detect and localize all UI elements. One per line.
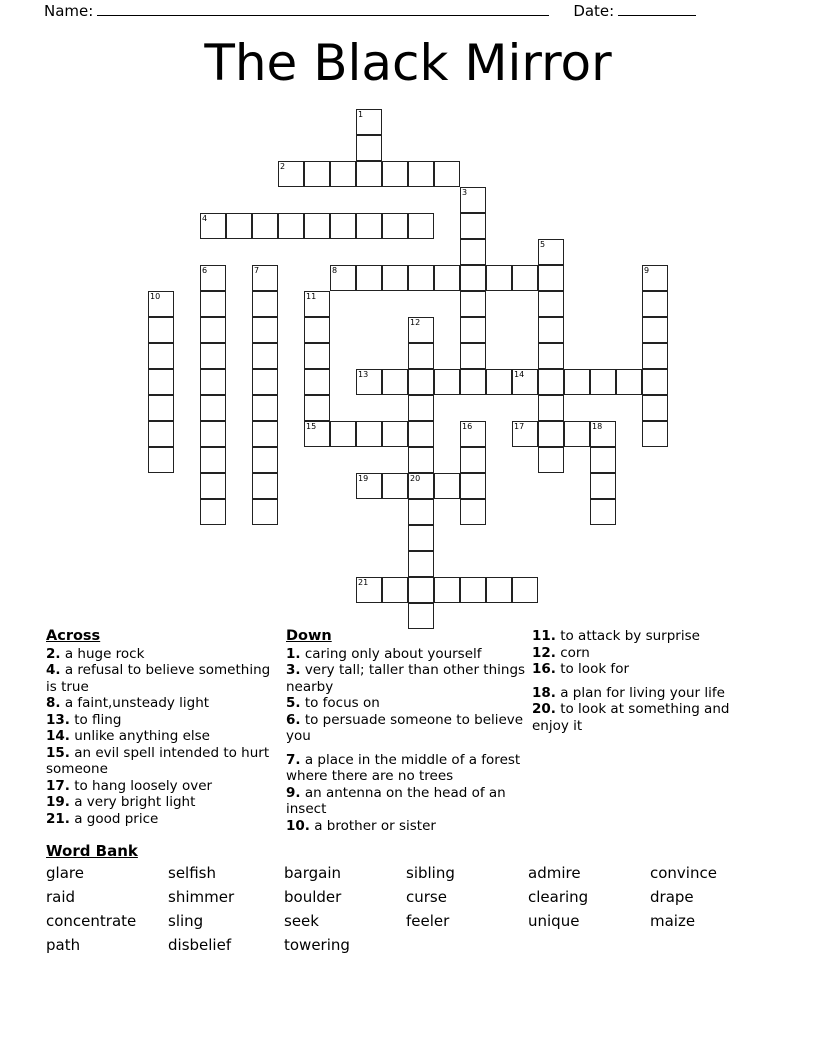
word-bank-word[interactable]: maize	[650, 912, 696, 930]
grid-cell[interactable]	[278, 161, 304, 187]
clue-text: unlike anything else	[69, 728, 210, 744]
grid-cell[interactable]	[460, 473, 486, 499]
word-bank-word[interactable]: towering	[284, 936, 350, 954]
word-bank-word[interactable]: path	[46, 936, 81, 954]
grid-cell[interactable]	[304, 161, 330, 187]
clue-item	[286, 818, 526, 835]
clue-number: 17.	[46, 777, 70, 794]
grid-cell[interactable]	[252, 395, 278, 421]
grid-cell[interactable]	[408, 161, 434, 187]
clue-text: to fling	[69, 711, 122, 728]
across-heading: Across	[46, 628, 101, 644]
clue-number: 18.	[532, 684, 556, 701]
word-bank-empty	[406, 936, 528, 954]
grid-cell-number: 3	[462, 188, 468, 197]
clue-text: caring only about yourself	[300, 645, 482, 662]
grid-cell[interactable]	[408, 369, 434, 395]
across-clue-list	[46, 646, 278, 828]
grid-cell[interactable]	[382, 421, 408, 447]
down-clues-column	[286, 628, 526, 834]
grid-cell[interactable]	[304, 395, 330, 421]
grid-cell-number: 5	[540, 240, 546, 249]
clue-item	[46, 794, 278, 811]
grid-cell-number: 17	[514, 422, 525, 431]
clue-item	[286, 662, 526, 695]
grid-cell[interactable]	[408, 577, 434, 603]
clue-text: a faint,unsteady light	[60, 695, 210, 711]
grid-cell[interactable]	[382, 577, 408, 603]
grid-cell[interactable]	[356, 135, 382, 161]
clue-item	[286, 752, 526, 785]
grid-cell[interactable]	[486, 369, 512, 395]
grid-cell[interactable]	[434, 577, 460, 603]
clue-text: a very bright light	[69, 794, 196, 810]
grid-cell[interactable]	[382, 369, 408, 395]
grid-cell[interactable]	[408, 473, 434, 499]
clue-item	[532, 685, 770, 702]
name-label: Name:	[44, 2, 94, 20]
clue-text: an evil spell intended to hurt someone	[46, 744, 270, 777]
grid-cell[interactable]	[460, 499, 486, 525]
clue-item	[46, 662, 278, 695]
grid-cell[interactable]	[460, 421, 486, 447]
word-bank-word[interactable]: boulder	[284, 888, 342, 906]
clue-number: 3.	[286, 662, 301, 678]
grid-cell[interactable]	[590, 473, 616, 499]
clue-number: 2.	[46, 645, 61, 662]
clue-item	[286, 695, 526, 712]
clue-item	[286, 785, 526, 818]
grid-cell[interactable]	[460, 291, 486, 317]
grid-cell-number: 9	[644, 266, 650, 275]
grid-cell[interactable]	[252, 369, 278, 395]
grid-cell[interactable]	[538, 421, 564, 447]
grid-cell[interactable]	[538, 239, 564, 265]
grid-cell[interactable]	[512, 577, 538, 603]
grid-cell-number: 11	[306, 292, 317, 301]
clue-number: 1.	[286, 645, 301, 662]
word-bank-list	[46, 864, 770, 954]
grid-cell[interactable]	[382, 473, 408, 499]
grid-cell[interactable]	[460, 317, 486, 343]
grid-cell-number: 10	[150, 292, 161, 301]
page-title: The Black Mirror	[204, 34, 612, 92]
grid-cell[interactable]	[200, 265, 226, 291]
grid-cell[interactable]	[564, 421, 590, 447]
clue-number: 11.	[532, 628, 556, 644]
grid-cell[interactable]	[330, 213, 356, 239]
grid-cell[interactable]	[434, 369, 460, 395]
grid-cell[interactable]	[408, 499, 434, 525]
grid-cell[interactable]	[590, 369, 616, 395]
word-bank-word[interactable]: sling	[168, 912, 204, 930]
word-bank-word[interactable]: disbelief	[168, 936, 232, 954]
clue-number: 13.	[46, 711, 70, 728]
grid-cell[interactable]	[642, 343, 668, 369]
grid-cell-number: 6	[202, 266, 208, 275]
grid-cell[interactable]	[304, 291, 330, 317]
clue-text: to focus on	[300, 695, 380, 711]
grid-cell[interactable]	[148, 291, 174, 317]
word-bank-word[interactable]: concentrate	[46, 912, 137, 930]
grid-cell[interactable]	[356, 213, 382, 239]
grid-cell[interactable]	[148, 369, 174, 395]
grid-cell[interactable]	[460, 577, 486, 603]
grid-cell[interactable]	[148, 447, 174, 473]
grid-cell[interactable]	[356, 265, 382, 291]
grid-cell[interactable]	[200, 395, 226, 421]
grid-cell[interactable]	[252, 213, 278, 239]
word-bank-word[interactable]: feeler	[406, 912, 450, 930]
grid-cell-number: 19	[358, 474, 369, 483]
grid-cell[interactable]	[408, 265, 434, 291]
grid-cell[interactable]	[252, 447, 278, 473]
down-clues-continued-column	[532, 628, 770, 734]
word-bank-word[interactable]: bargain	[284, 864, 342, 882]
word-bank-word[interactable]: seek	[284, 912, 319, 930]
grid-cell[interactable]	[226, 213, 252, 239]
clue-number: 15.	[46, 744, 70, 761]
grid-cell[interactable]	[538, 447, 564, 473]
clue-spacer	[532, 678, 770, 685]
grid-cell[interactable]	[252, 473, 278, 499]
grid-cell[interactable]	[408, 447, 434, 473]
clue-text: to hang loosely over	[69, 777, 213, 794]
grid-cell[interactable]	[200, 213, 226, 239]
grid-cell[interactable]	[200, 421, 226, 447]
word-bank-word[interactable]: clearing	[528, 888, 589, 906]
clues-section	[46, 628, 770, 838]
clue-item	[46, 695, 278, 712]
clue-text: to persuade someone to believe you	[286, 711, 524, 744]
grid-cell[interactable]	[252, 265, 278, 291]
clue-item	[532, 645, 770, 662]
grid-cell[interactable]	[252, 317, 278, 343]
clue-number: 5.	[286, 695, 301, 711]
grid-cell[interactable]	[642, 369, 668, 395]
word-bank-word[interactable]: convince	[650, 864, 717, 882]
clue-number: 14.	[46, 728, 70, 744]
clue-item	[46, 778, 278, 795]
grid-cell[interactable]	[200, 447, 226, 473]
grid-cell-number: 4	[202, 214, 208, 223]
grid-cell[interactable]	[382, 213, 408, 239]
word-bank-word[interactable]: raid	[46, 888, 76, 906]
clue-item	[46, 712, 278, 729]
grid-cell[interactable]	[304, 343, 330, 369]
word-bank-section	[46, 842, 770, 954]
grid-cell[interactable]	[590, 421, 616, 447]
date-label: Date:	[573, 2, 615, 20]
grid-cell[interactable]	[148, 317, 174, 343]
grid-cell[interactable]	[642, 265, 668, 291]
clue-text: a good price	[69, 810, 159, 827]
clue-text: to look for	[555, 661, 629, 677]
grid-cell[interactable]	[408, 603, 434, 629]
clue-text: a refusal to believe something is true	[46, 662, 271, 695]
word-bank-word[interactable]: sibling	[406, 864, 455, 882]
grid-cell[interactable]	[460, 187, 486, 213]
grid-cell[interactable]	[252, 291, 278, 317]
grid-cell[interactable]	[356, 161, 382, 187]
grid-cell[interactable]	[356, 473, 382, 499]
grid-cell[interactable]	[304, 421, 330, 447]
grid-cell[interactable]	[538, 265, 564, 291]
grid-cell-number: 21	[358, 578, 369, 587]
grid-cell[interactable]	[200, 291, 226, 317]
grid-cell[interactable]	[304, 317, 330, 343]
grid-cell[interactable]	[200, 499, 226, 525]
clue-item	[532, 661, 770, 678]
grid-cell-number: 8	[332, 266, 338, 275]
clue-number: 9.	[286, 784, 301, 801]
clue-number: 7.	[286, 751, 301, 768]
grid-cell[interactable]	[304, 369, 330, 395]
grid-cell[interactable]	[408, 395, 434, 421]
grid-cell[interactable]	[538, 291, 564, 317]
grid-cell[interactable]	[642, 421, 668, 447]
grid-cell[interactable]	[512, 369, 538, 395]
grid-cell[interactable]	[538, 369, 564, 395]
grid-cell[interactable]	[460, 343, 486, 369]
down-heading: Down	[286, 628, 332, 644]
grid-cell[interactable]	[252, 499, 278, 525]
clue-text: very tall; taller than other things nearby	[286, 662, 526, 695]
word-bank-word[interactable]: shimmer	[168, 888, 235, 906]
grid-cell[interactable]	[148, 421, 174, 447]
clue-item	[46, 745, 278, 778]
grid-cell[interactable]	[330, 421, 356, 447]
grid-cell-number: 7	[254, 266, 260, 275]
clue-number: 19.	[46, 794, 70, 810]
clue-number: 12.	[532, 644, 556, 661]
grid-cell[interactable]	[486, 265, 512, 291]
grid-cell[interactable]	[356, 577, 382, 603]
grid-cell-number: 16	[462, 422, 473, 431]
grid-cell[interactable]	[460, 369, 486, 395]
clue-number: 10.	[286, 817, 310, 834]
grid-cell[interactable]	[564, 369, 590, 395]
grid-cell[interactable]	[460, 239, 486, 265]
word-bank-word[interactable]: admire	[528, 864, 581, 882]
grid-cell-number: 20	[410, 474, 421, 483]
clue-text: corn	[555, 644, 590, 661]
word-bank-empty	[528, 936, 650, 954]
clue-item	[286, 646, 526, 663]
grid-cell[interactable]	[408, 213, 434, 239]
grid-cell[interactable]	[642, 395, 668, 421]
grid-cell[interactable]	[200, 317, 226, 343]
word-bank-heading: Word Bank	[46, 842, 138, 860]
grid-cell[interactable]	[356, 421, 382, 447]
grid-cell[interactable]	[538, 343, 564, 369]
grid-cell[interactable]	[616, 369, 642, 395]
grid-cell[interactable]	[200, 343, 226, 369]
clue-number: 6.	[286, 711, 301, 728]
grid-cell[interactable]	[408, 343, 434, 369]
grid-cell-number: 12	[410, 318, 421, 327]
grid-cell[interactable]	[330, 161, 356, 187]
clue-text: an antenna on the head of an insect	[286, 784, 506, 817]
clue-spacer	[286, 745, 526, 752]
grid-cell[interactable]	[512, 421, 538, 447]
grid-cell[interactable]	[434, 265, 460, 291]
grid-cell[interactable]	[590, 447, 616, 473]
grid-cell[interactable]	[460, 213, 486, 239]
clue-text: to look at something and enjoy it	[532, 701, 730, 734]
grid-cell[interactable]	[408, 317, 434, 343]
grid-cell[interactable]	[512, 265, 538, 291]
grid-cell[interactable]	[642, 317, 668, 343]
clue-text: a place in the middle of a forest where there are no trees	[286, 751, 521, 784]
word-bank-word[interactable]: curse	[406, 888, 447, 906]
grid-cell[interactable]	[304, 213, 330, 239]
grid-cell[interactable]	[252, 343, 278, 369]
grid-cell-number: 18	[592, 422, 603, 431]
clue-text: a plan for living your life	[555, 684, 725, 701]
clue-item	[532, 628, 770, 645]
word-bank-empty	[650, 936, 770, 954]
grid-cell[interactable]	[408, 525, 434, 551]
word-bank-word[interactable]: drape	[650, 888, 694, 906]
grid-cell-number: 14	[514, 370, 525, 379]
clue-number: 21.	[46, 810, 70, 827]
grid-cell[interactable]	[382, 161, 408, 187]
clue-item	[46, 728, 278, 745]
clue-text: a brother or sister	[309, 817, 436, 834]
grid-cell[interactable]	[356, 369, 382, 395]
grid-cell[interactable]	[538, 317, 564, 343]
clue-number: 8.	[46, 695, 61, 711]
grid-cell[interactable]	[252, 421, 278, 447]
grid-cell[interactable]	[382, 265, 408, 291]
down-clue-list	[286, 646, 526, 835]
grid-cell[interactable]	[278, 213, 304, 239]
grid-cell-number: 1	[358, 110, 364, 119]
clue-number: 20.	[532, 701, 556, 717]
clue-number: 4.	[46, 662, 61, 678]
clue-item	[46, 811, 278, 828]
word-bank-word[interactable]: glare	[46, 864, 84, 882]
grid-cell[interactable]	[434, 161, 460, 187]
clue-number: 16.	[532, 661, 556, 677]
word-bank-word[interactable]: unique	[528, 912, 580, 930]
grid-cell[interactable]	[538, 395, 564, 421]
clue-text: a huge rock	[60, 645, 145, 662]
grid-cell[interactable]	[590, 499, 616, 525]
grid-cell[interactable]	[330, 265, 356, 291]
grid-cell[interactable]	[486, 577, 512, 603]
down-clue-list-continued	[532, 628, 770, 734]
across-clues-column	[46, 628, 278, 827]
grid-cell-number: 15	[306, 422, 317, 431]
grid-cell[interactable]	[148, 395, 174, 421]
grid-cell[interactable]	[200, 369, 226, 395]
grid-cell[interactable]	[460, 265, 486, 291]
grid-cell[interactable]	[434, 473, 460, 499]
grid-cell[interactable]	[642, 291, 668, 317]
clue-item	[286, 712, 526, 745]
clue-item	[532, 701, 770, 734]
grid-cell-number: 2	[280, 162, 286, 171]
word-bank-word[interactable]: selfish	[168, 864, 216, 882]
grid-cell[interactable]	[200, 473, 226, 499]
grid-cell[interactable]	[460, 447, 486, 473]
clue-item	[46, 646, 278, 663]
grid-cell[interactable]	[408, 421, 434, 447]
clue-text: to attack by surprise	[555, 628, 700, 644]
grid-cell-number: 13	[358, 370, 369, 379]
grid-cell[interactable]	[148, 343, 174, 369]
grid-cell[interactable]	[356, 109, 382, 135]
grid-cell[interactable]	[408, 551, 434, 577]
